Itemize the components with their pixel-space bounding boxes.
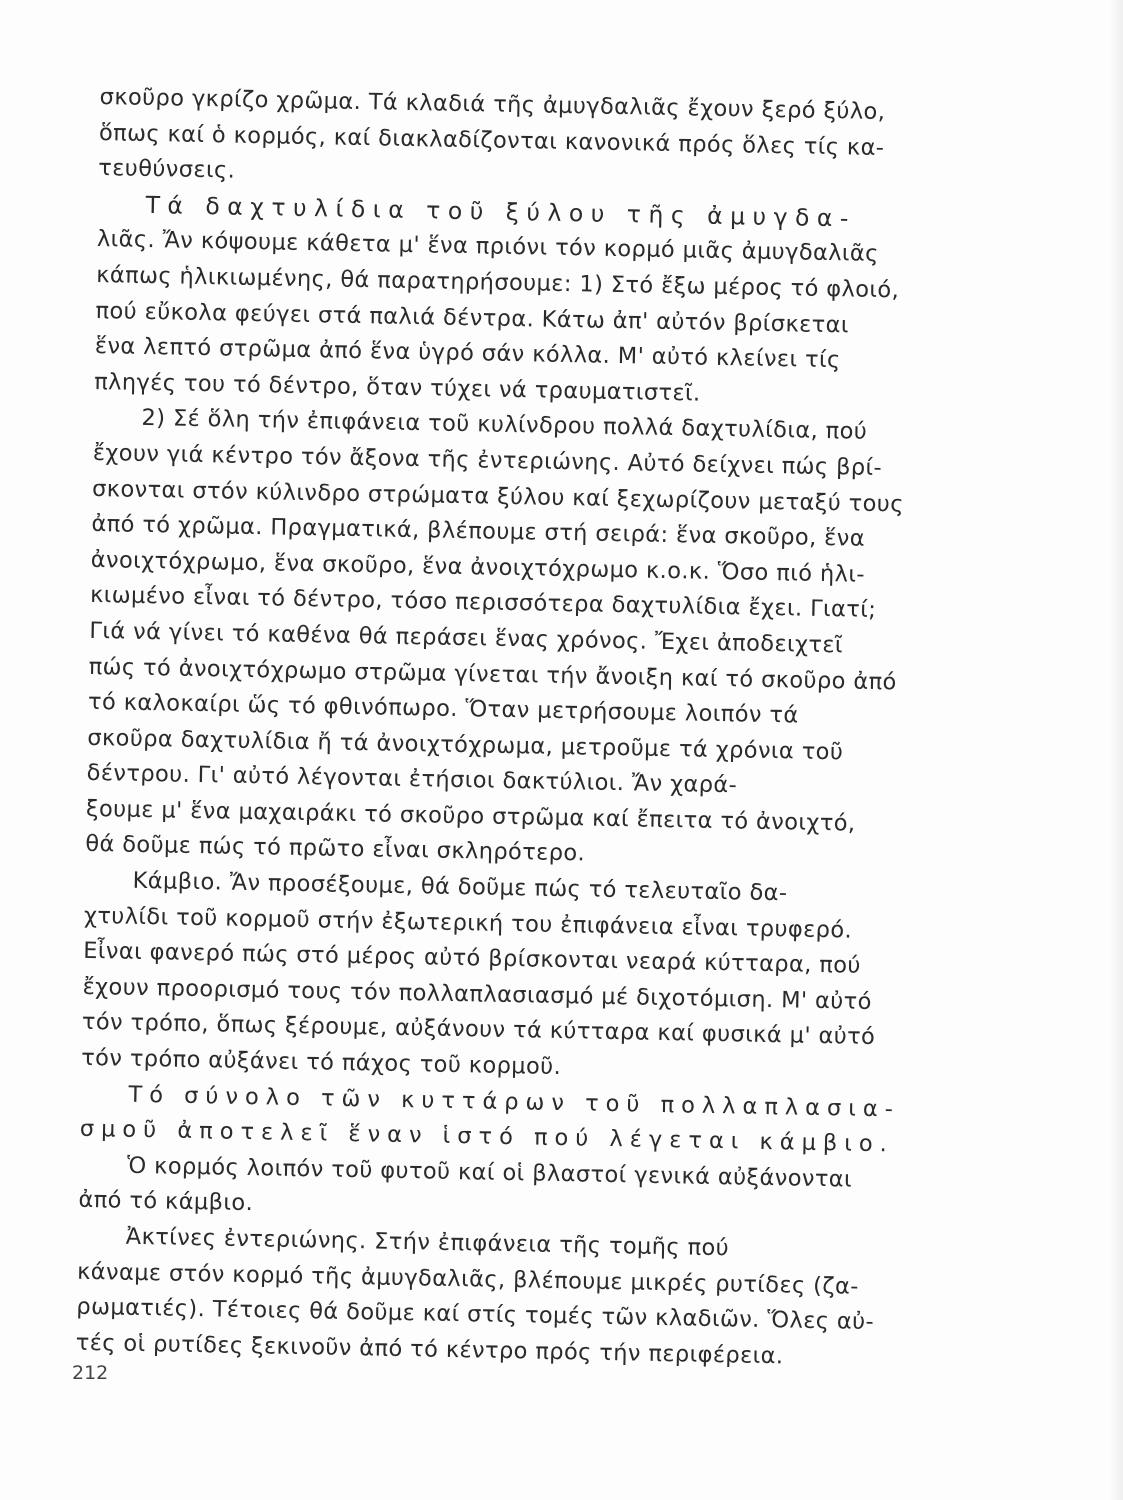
text-line: θά δοῦμε πώς τό πρῶτο εἶναι σκληρότερο. [85,831,586,867]
text-line: κάναμε στόν κορμό τῆς ἀμυγδαλιᾶς, βλέπουμε μικρές ρυτίδες (ζα- [76,1258,860,1300]
text-line: κιωμένο εἶναι τό δέντρο, τόσο περισσότερα δαχτυλίδια ἔχει. Γιατί; [89,582,877,624]
text-line: πληγές του τό δέντρο, ὅταν τύχει νά τραυματιστεῖ. [93,368,701,407]
text-line: χτυλίδι τοῦ κορμοῦ στήν ἐξωτερική του ἐπιφάνεια εἶναι τρυφερό. [83,902,853,944]
text-line: ξουμε μ' ἕνα μαχαιράκι τό σκοῦρο στρῶμα καί ἔπειτα τό ἀνοιχτό, [85,795,856,837]
section-heading-rings: Τά δαχτυλίδια τοῦ ξύλου τῆς ἀμυγδα- [145,190,857,233]
text-line: πώς τό ἀνοιχτόχρωμο στρῶμα γίνεται τήν ἄνοιξη καί τό σκοῦρο ἀπό [88,653,897,695]
page-edge-shadow [1109,0,1123,1500]
text-line: τόν τρόπο αὐξάνει τό πάχος τοῦ κορμοῦ. [80,1044,562,1081]
text-line: κάπως ἡλικιωμένης, θά παρατηρήσουμε: 1) Στό ἔξω μέρος τό φλοιό, [96,261,900,304]
text-line: ὅπως καί ὁ κορμός, καί διακλαδίζονται κανονικά πρός ὅλες τίς κα- [98,119,885,161]
definition-line: σμοῦ ἀποτελεῖ ἕναν ἱστό πού λέγεται κάμβιο. [79,1116,895,1158]
section-heading-cambium: Κάμβιο. Ἄν προσέξουμε, θά δοῦμε πώς τό τελευταῖο δα- [132,867,788,907]
page-number: 212 [72,1362,109,1384]
text-line: τόν τρόπο, ὅπως ξέρουμε, αὐξάνουν τά κύτταρα καί φυσικά μ' αὐτό [81,1009,876,1051]
section-heading-rays: Ἀκτίνες ἐντεριώνης. Στήν ἐπιφάνεια τῆς τομῆς πού [125,1223,730,1262]
text-line: σκοῦρο γκρίζο χρῶμα. Τά κλαδιά τῆς ἀμυγδαλιᾶς ἔχουν ξερό ξύλο, [99,83,886,126]
text-line: Γιά νά γίνει τό καθένα θά περάσει ἕνας χρόνος. Ἔχει ἀποδειχτεῖ [89,617,844,659]
text-line: ἀνοιχτόχρωμο, ἕνα σκοῦρο, ἕνα ἀνοιχτόχρωμο κ.ο.κ. Ὅσο πιό ἡλι- [90,546,866,588]
text-line: σκονται στόν κύλινδρο στρώματα ξύλου καί ξεχωρίζουν μεταξύ τους [91,475,905,518]
text-line: λιᾶς. Ἄν κόψουμε κάθετα μ' ἕνα πριόνι τόν κορμό μιᾶς ἀμυγδαλιᾶς [96,226,880,268]
text-line: ἀπό τό κάμβιο. [78,1187,254,1217]
text-line: ἕνα λεπτό στρῶμα ἀπό ἕνα ὑγρό σάν κόλλα. Μ' αὐτό κλείνει τίς [94,333,841,374]
text-line: ἔχουν γιά κέντρο τόν ἄξονα τῆς ἐντεριώνης. Αὐτό δείχνει πώς βρί- [92,439,883,482]
definition-line: Τό σύνολο τῶν κυττάρων τοῦ πολλαπλασια- [128,1081,901,1123]
text-line: τό καλοκαίρι ὥς τό φθινόπωρο. Ὅταν μετρήσουμε λοιπόν τά [87,688,799,729]
body-text [75,80,1029,1379]
text-line: ἔχουν προορισμό τους τόν πολλαπλασιασμό μέ διχοτόμιση. Μ' αὐτό [82,973,873,1015]
text-line: δέντρου. Γι' αὐτό λέγονται ἐτήσιοι δακτύλιοι. Ἄν χαρά- [86,760,738,799]
text-line: 2) Σέ ὅλη τήν ἐπιφάνεια τοῦ κυλίνδρου πολλά δαχτυλίδια, πού [141,405,868,446]
text-line: σκοῦρα δαχτυλίδια ἤ τά ἀνοιχτόχρωμα, μετροῦμε τά χρόνια τοῦ [87,724,844,766]
text-line: ἀπό τό χρῶμα. Πραγματικά, βλέπουμε στή σειρά: ἕνα σκοῦρο, ἕνα [91,511,866,552]
text-line: Εἶναι φανερό πώς στό μέρος αὐτό βρίσκονται νεαρά κύτταρα, πού [83,938,862,980]
text-line: τευθύνσεις. [98,155,236,184]
text-line: τές οἱ ρυτίδες ξεκινοῦν ἀπό τό κέντρο πρός τήν περιφέρεια. [75,1329,784,1370]
text-line: πού εὔκολα φεύγει στά παλιά δέντρα. Κάτω ἀπ' αὐτόν βρίσκεται [95,297,850,338]
text-line: Ὁ κορμός λοιπόν τοῦ φυτοῦ καί οἱ βλαστοί γενικά αὐξάνονται [126,1152,853,1193]
text-line: ρωματιές). Τέτοιες θά δοῦμε καί στίς τομές τῶν κλαδιῶν. Ὅλες αὐ- [76,1293,875,1336]
